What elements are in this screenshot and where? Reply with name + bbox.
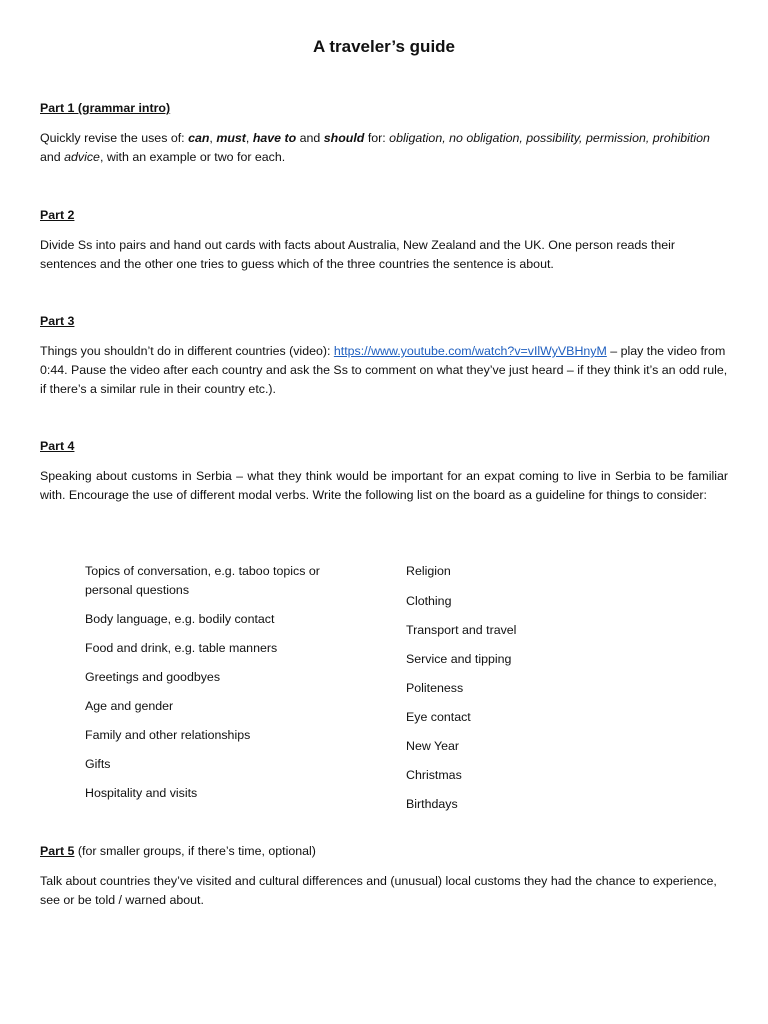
- list-item: Family and other relationships: [85, 728, 251, 742]
- part1-sep-4: for:: [364, 131, 390, 145]
- part5-heading-label: Part 5: [40, 844, 75, 858]
- part5-heading: [40, 844, 316, 858]
- modal-have-to: have to: [252, 131, 297, 145]
- part1-sep-1: ,: [209, 131, 217, 145]
- part3-heading: Part 3: [40, 314, 75, 328]
- part1-text-lead: Quickly revise the uses of:: [40, 131, 189, 145]
- list-item: personal questions: [85, 583, 190, 597]
- list-item: Politeness: [406, 681, 464, 695]
- list-item: Body language, e.g. bodily contact: [85, 612, 275, 626]
- modal-uses: obligation, no obligation, possibility, permission, prohibition: [389, 131, 710, 145]
- modal-can: can: [188, 131, 210, 145]
- part3-text-lead: Things you shouldn’t do in different countries (video):: [40, 344, 334, 358]
- part4-text: Speaking about customs in Serbia – what they think would be important for an expat coming to live in Serbia to be familiar with. Encourage the use of different modal verbs. Write the following list on the board as a guideline for things to consider:: [40, 469, 728, 502]
- part3-text-tail: – play the video from 0:44. Pause the video after each country and ask the Ss to comment on what they’ve just heard – if they think it’s an odd rule, if there’s a similar rule in their country etc.).: [40, 344, 728, 396]
- part1-sep-2: ,: [245, 131, 253, 145]
- part3-text: [40, 342, 728, 399]
- video-link[interactable]: https://www.youtube.com/watch?v=vIlWyVBHnyM: [333, 344, 607, 358]
- part1-sep-3: and: [296, 131, 324, 145]
- list-item: Age and gender: [85, 699, 174, 713]
- list-item: Hospitality and visits: [85, 786, 198, 800]
- part2-heading: Part 2: [40, 208, 75, 222]
- part1-tail: , with an example or two for each.: [99, 150, 286, 164]
- modal-must: must: [216, 131, 246, 145]
- list-item: Greetings and goodbyes: [85, 670, 221, 684]
- part5-heading-note: (for smaller groups, if there’s time, optional): [74, 844, 316, 858]
- part1-heading: Part 1 (grammar intro): [40, 101, 171, 115]
- part2-text: Divide Ss into pairs and hand out cards with facts about Australia, New Zealand and the UK. One person reads their sentences and the other one tries to guess which of the three countries the sentence is about.: [40, 238, 676, 271]
- list-item: Topics of conversation, e.g. taboo topics or: [85, 564, 320, 578]
- list-item: Service and tipping: [406, 652, 512, 666]
- list-item: Religion: [406, 564, 451, 578]
- list-item: Food and drink, e.g. table manners: [85, 641, 278, 655]
- list-item: Transport and travel: [406, 623, 517, 637]
- part5-text: Talk about countries they’ve visited and cultural differences and (unusual) local customs they had the chance to experience, see or be told / warned about.: [40, 874, 717, 907]
- list-item: Christmas: [406, 768, 462, 782]
- part1-sep-5: and: [40, 150, 65, 164]
- part4-heading: Part 4: [40, 439, 75, 453]
- list-item: New Year: [406, 739, 460, 753]
- list-item: Birthdays: [406, 797, 458, 811]
- list-item: Gifts: [85, 757, 111, 771]
- list-item: Eye contact: [406, 710, 471, 724]
- list-item: Clothing: [406, 594, 452, 608]
- part1-text: [40, 129, 728, 167]
- modal-should: should: [323, 131, 365, 145]
- advice-word: advice: [64, 150, 100, 164]
- page-title: A traveler’s guide: [312, 37, 456, 56]
